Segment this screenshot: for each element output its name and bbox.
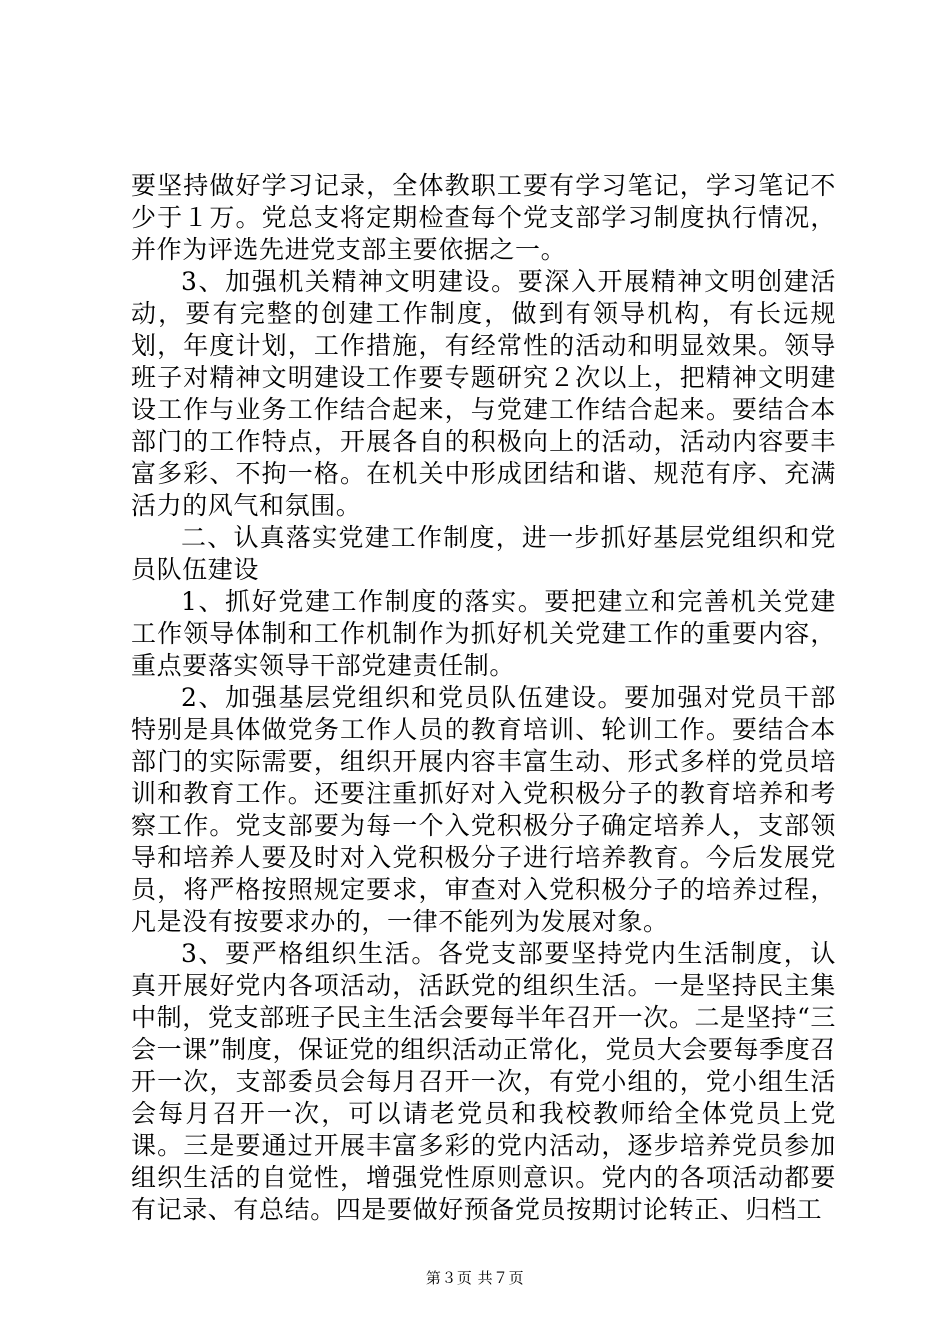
paragraph-study-records: 要坚持做好学习记录，全体教职工要有学习笔记，学习笔记不少于１万。党总支将定期检查每个党支部学习制度执行情况，并作为评选先进党支部主要依据之一。 [131, 171, 836, 264]
document-body [131, 170, 836, 1226]
paragraph-organizational-life: 3、要严格组织生活。各党支部要坚持党内生活制度，认真开展好党内各项活动，活跃党的组织生活。一是坚持民主集中制，党支部班子民主生活会要每半年召开一次。二是坚持“三会一课”制度，保证党的组织活动正常化，党员大会要每季度召开一次，支部委员会每月召开一次，有党小组的，党小组生活会每月召开一次，可以请老党员和我校教师给全体党员上党课。三是要通过开展丰富多彩的党内活动，逐步培养党员参加组织生活的自觉性，增强党性原则意识。党内的各项活动都要有记录、有总结。四是要做好预备党员按期讨论转正、归档工 [131, 939, 836, 1224]
section-heading-party-building: 二、认真落实党建工作制度，进一步抓好基层党组织和党员队伍建设 [131, 523, 836, 584]
paragraph-grassroots-organization: 2、加强基层党组织和党员队伍建设。要加强对党员干部特别是具体做党务工作人员的教育培训、轮训工作。要结合本部门的实际需要，组织开展内容丰富生动、形式多样的党员培训和教育工作。还要注重抓好对入党积极分子的教育培养和考察工作。党支部要为每一个入党积极分子确定培养人，支部领导和培养人要及时对入党积极分子进行培养教育。今后发展党员，将严格按照规定要求，审查对入党积极分子的培养过程，凡是没有按要求办的，一律不能列为发展对象。 [131, 683, 836, 936]
page-footer: 第３页 共７页 [425, 1269, 525, 1287]
paragraph-system-implementation: 1、抓好党建工作制度的落实。要把建立和完善机关党建工作领导体制和工作机制作为抓好机关党建工作的重要内容，重点要落实领导干部党建责任制。 [131, 587, 836, 680]
paragraph-spiritual-civilization: 3、加强机关精神文明建设。要深入开展精神文明创建活动，要有完整的创建工作制度，做到有领导机构，有长远规划，年度计划，工作措施，有经常性的活动和明显效果。领导班子对精神文明建设工作要专题研究２次以上，把精神文明建设工作与业务工作结合起来，与党建工作结合起来。要结合本部门的工作特点，开展各自的积极向上的活动，活动内容要丰富多彩、不拘一格。在机关中形成团结和谐、规范有序、充满活力的风气和氛围。 [131, 267, 836, 520]
